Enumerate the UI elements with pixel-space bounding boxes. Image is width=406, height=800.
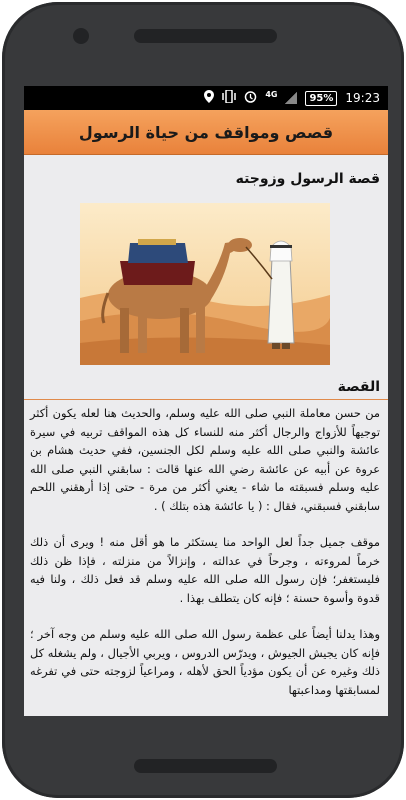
phone-frame	[2, 2, 404, 798]
vibrate-icon	[222, 90, 236, 106]
app-bar-title: قصص ومواقف من حياة الرسول	[78, 122, 334, 142]
article-content[interactable]	[24, 171, 388, 699]
location-icon	[204, 90, 214, 106]
camel-bedouin-illustration	[80, 203, 330, 365]
screen	[24, 86, 388, 716]
alarm-icon	[244, 90, 257, 106]
signal-icon	[285, 92, 297, 104]
article-paragraph: من حسن معاملة النبي صلى الله عليه وسلم، والحديث هنا لعله يكون أكثر توجيهاً للأزواج والرجال أكثر منه للنساء كل هذه المواقف تربيه في سيرة عائشة والنبي صلى الله عليه وسلم لكل الجنسين، ففي حديث هشام بن عروة عن أبيه عن عائشة رضي الله عنها قالت : سابقني النبي صلى الله عليه وسلم فسبقته ما شاء - يعني أكثر من مرة - حتى إذا أرهقني اللحم سابقني فسبقني، فقال : ( يا عائشة هذه بتلك ) .	[30, 406, 380, 513]
article-paragraph: موقف جميل جداً لعل الواحد منا يستكثر ما هو أقل منه ! ويرى أن ذلك خرماً لمروءته ، وجرحاً في عدالته ، وإنزالاً من منزلته ، فإذا ظن ذلك فليستغفر؛ فإن رسول الله صلى الله عليه وسلم قد فعل ذلك ، ولنا فيه قدوة وأسوة حسنة ؛ فإنه كان يتطلف بهذا .	[30, 535, 380, 605]
battery-icon: 95%	[305, 91, 337, 106]
section-divider	[24, 399, 388, 400]
front-camera	[73, 28, 89, 44]
article-paragraph: وهذا يدلنا أيضاً على عظمة رسول الله صلى الله عليه وسلم من وجه آخر ؛ فإنه كان يجيش الجيوش ، ويدرّس الدروس ، ويربي الأجيال ، ولم يشغله كل ذلك وغيره عن أن يكون مؤدياً الحق لأهله ، ومراعياً لزوجته حتى في تفرغه لمسابقتها ومداعبتها	[30, 627, 380, 697]
article-heading: قصة الرسول وزوجته	[235, 171, 380, 187]
earpiece-speaker	[134, 29, 277, 43]
app-bar	[24, 110, 388, 155]
clock: 19:23	[345, 91, 380, 105]
network-type-label: 4G	[265, 89, 278, 99]
home-bar[interactable]	[134, 759, 277, 773]
section-title: القصة	[337, 379, 380, 395]
status-bar	[24, 86, 388, 110]
